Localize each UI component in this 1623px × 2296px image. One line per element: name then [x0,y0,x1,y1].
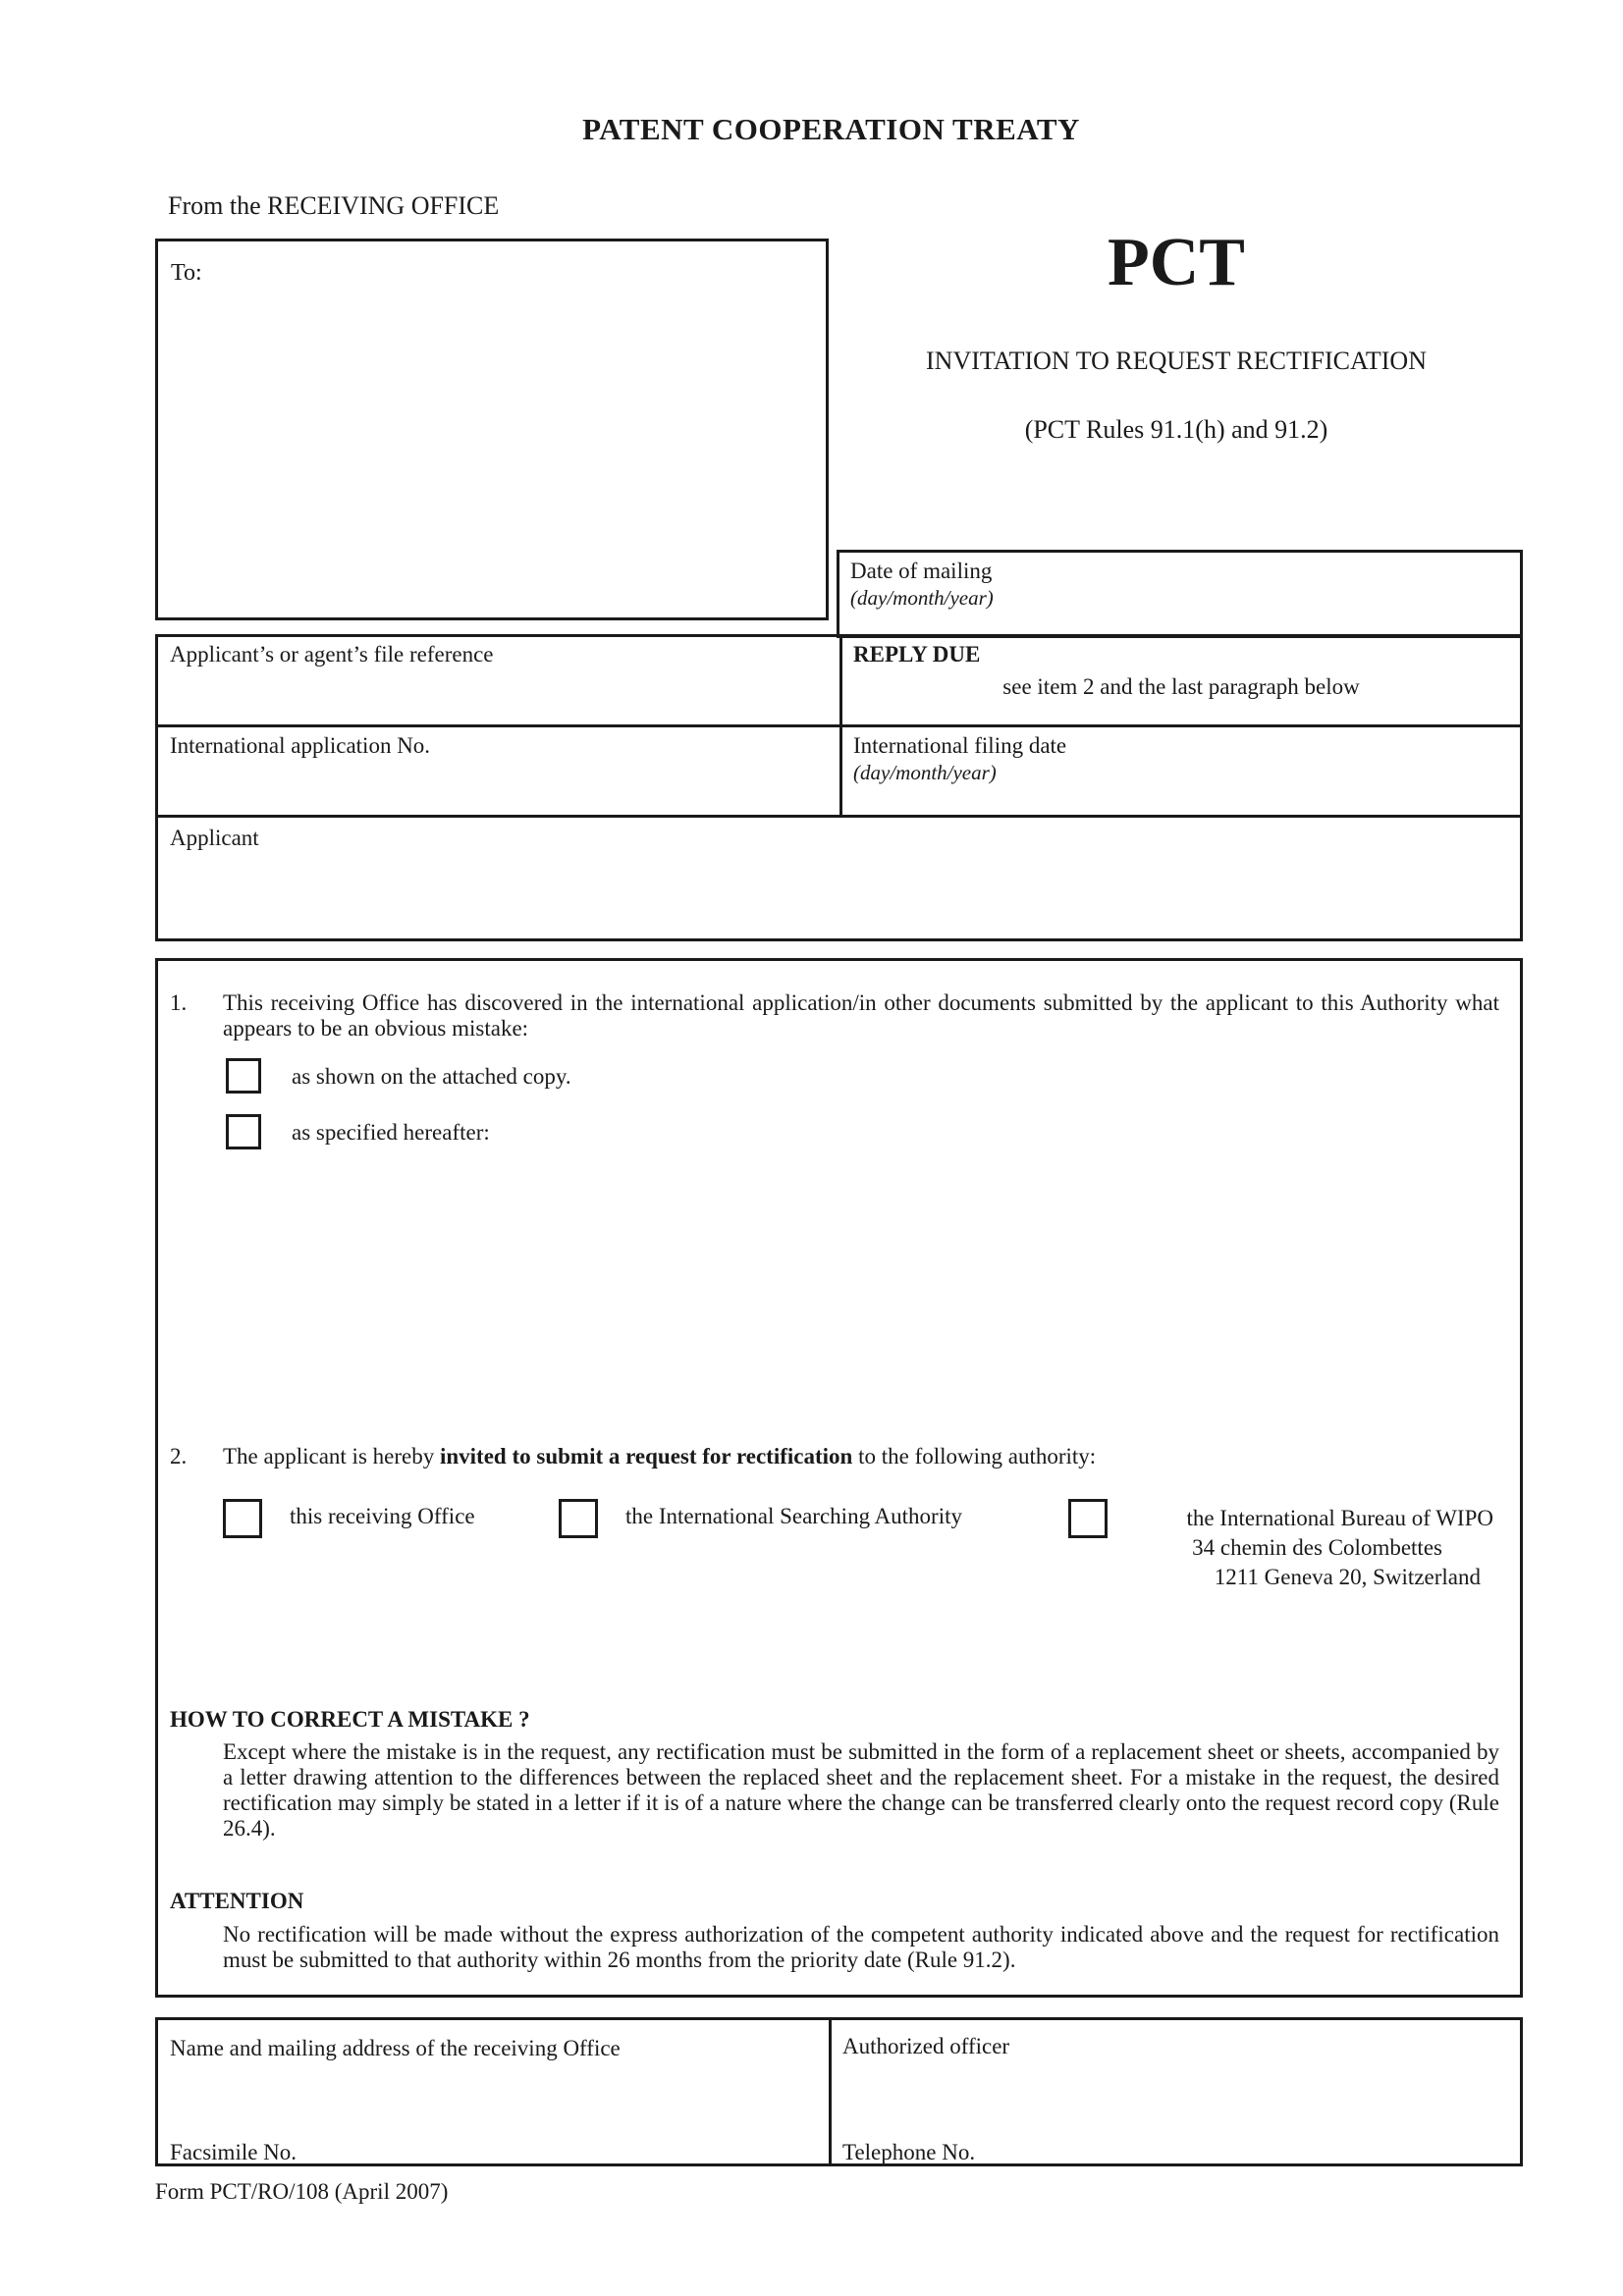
filing-date-format-label: (day/month/year) [853,761,997,784]
authorized-officer-field[interactable] [832,2020,1520,2163]
international-bureau-city: 1211 Geneva 20, Switzerland [1214,1565,1481,1589]
how-to-correct-text: Except where the mistake is in the request, any rectification must be submitted in the form of a replacement sheet or sheets, accompanied by a letter drawing attention to the differences between the replaced sheet and the replacement sheet. For a mistake in the request, the desired rectification may simply be stated in a letter if it is of a nature where the change can be transferred clearly onto the request record copy (Rule 26.4). [223,1739,1499,1841]
how-to-correct-heading: HOW TO CORRECT A MISTAKE ? [170,1707,530,1732]
applicant-label: Applicant [170,826,259,850]
international-bureau-street: 34 chemin des Colombettes [1192,1535,1442,1560]
reply-due-note: see item 2 and the last paragraph below [1002,674,1360,699]
checkbox-international-searching-authority[interactable] [559,1499,598,1538]
file-reference-label: Applicant’s or agent’s file reference [170,642,494,667]
authorized-officer-label: Authorized officer [842,2034,1010,2058]
item-1-number: 1. [170,990,188,1015]
attention-text: No rectification will be made without the express authorization of the competent authority indicated above and the request for rectification must be submitted to that authority within 26 months from the priority date (Rule 91.2). [223,1922,1499,1972]
option-receiving-office-label: this receiving Office [290,1504,475,1528]
applicant-field[interactable] [158,818,1520,938]
option-attached-copy-label: as shown on the attached copy. [292,1064,571,1089]
international-application-no-field[interactable] [158,727,839,815]
checkbox-attached-copy[interactable] [226,1058,261,1094]
option-international-bureau-address [1101,1504,1493,1592]
international-filing-date-label: International filing date [853,733,1067,758]
date-format-label: (day/month/year) [850,586,994,610]
reply-due-field [842,637,1520,724]
form-title: PATENT COOPERATION TREATY [582,112,1080,146]
rules-reference: (PCT Rules 91.1(h) and 91.2) [1024,415,1328,444]
date-of-mailing-label: Date of mailing [850,559,993,583]
date-of-mailing-field[interactable] [837,550,1523,638]
item-2-number: 2. [170,1444,188,1468]
item-1-text: This receiving Office has discovered in the international application/in other documents submitted by the applicant to this Authority what appears to be an obvious mistake: [223,990,1499,1041]
international-application-no-label: International application No. [170,733,431,758]
checkbox-receiving-office[interactable] [223,1499,262,1538]
option-isa-label: the International Searching Authority [625,1504,962,1528]
main-content-box [155,958,1523,1998]
international-filing-date-field[interactable] [842,727,1520,815]
file-reference-field[interactable] [158,637,839,724]
item-2-text-bold: invited to submit a request for rectification [439,1444,853,1468]
checkbox-specified-hereafter[interactable] [226,1114,261,1149]
application-details-block [155,634,1523,941]
international-bureau-name: the International Bureau of WIPO [1186,1506,1493,1530]
item-2-text-pre: The applicant is hereby [223,1444,440,1468]
office-name-label: Name and mailing address of the receiving Office [170,2036,621,2060]
facsimile-label: Facsimile No. [170,2140,298,2164]
form-identifier: Form PCT/RO/108 (April 2007) [155,2179,449,2204]
to-box[interactable] [155,239,829,620]
to-label: To: [171,260,202,286]
office-details-box [155,2017,1523,2166]
item-2-text [223,1444,1499,1469]
office-address-field[interactable] [158,2020,829,2163]
pct-logo: PCT [1108,225,1245,300]
item-2-text-post: to the following authority: [852,1444,1097,1468]
from-label: From the RECEIVING OFFICE [168,191,500,220]
reply-due-label: REPLY DUE [853,642,981,667]
telephone-label: Telephone No. [842,2140,976,2164]
attention-heading: ATTENTION [170,1889,304,1913]
option-specified-hereafter-label: as specified hereafter: [292,1120,490,1145]
document-title: INVITATION TO REQUEST RECTIFICATION [926,347,1427,375]
